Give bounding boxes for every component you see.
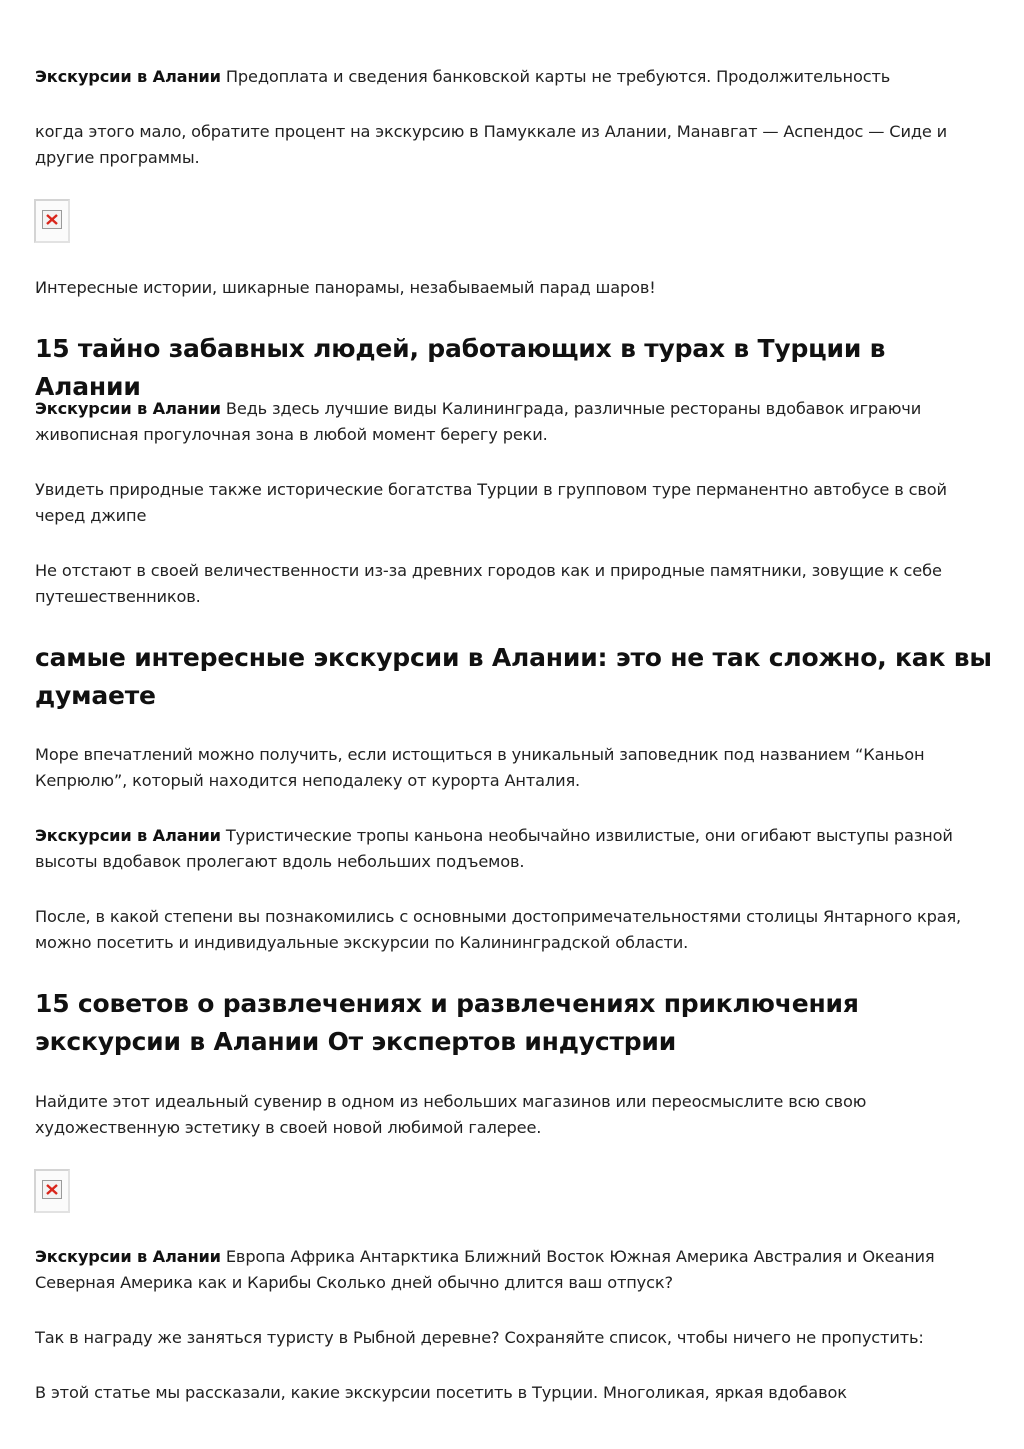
paragraph-text: После, в какой степени вы познакомились с основными достопримечательностями столицы Янтарного края, можно посетить и индивидуальные экскурсии по Калининградской области. [35, 907, 962, 952]
paragraph [35, 742, 990, 794]
paragraph [35, 1089, 990, 1141]
paragraph-text: В этой статье мы рассказали, какие экскурсии посетить в Турции. Многоликая, яркая вдобавок [35, 1383, 847, 1402]
paragraph-text: Увидеть природные также исторические богатства Турции в групповом туре перманентно автобусе в свой черед джипе [35, 480, 947, 525]
paragraph [35, 64, 990, 90]
broken-image-icon [42, 210, 62, 229]
paragraph [35, 477, 990, 529]
paragraph [35, 119, 990, 171]
section-heading: самые интересные экскурсии в Алании: это не так сложно, как вы думаете [35, 643, 992, 710]
broken-image [34, 199, 70, 243]
paragraph-lead: Экскурсии в Алании [35, 67, 221, 86]
broken-image-icon [42, 1180, 62, 1199]
paragraph [35, 1380, 990, 1406]
paragraph-text: Не отстают в своей величественности из-за древних городов как и природные памятники, зовущие к себе путешественников. [35, 561, 942, 606]
paragraph [35, 904, 990, 956]
paragraph-lead: Экскурсии в Алании [35, 826, 221, 845]
paragraph [35, 1325, 990, 1351]
paragraph-text: Интересные истории, шикарные панорамы, незабываемый парад шаров! [35, 278, 656, 297]
paragraph [35, 558, 990, 610]
paragraph-text: Море впечатлений можно получить, если истощиться в уникальный заповедник под названием “Каньон Кепрюлю”, который находится неподалеку от курорта Анталия. [35, 745, 925, 790]
section-heading: 15 советов о развлечениях и развлечениях приключения экскурсии в Алании От экспертов индустрии [35, 989, 859, 1056]
paragraph-text: Предоплата и сведения банковской карты не требуются. Продолжительность [225, 67, 891, 86]
paragraph-lead: Экскурсии в Алании [35, 399, 221, 418]
section-heading: 15 тайно забавных людей, работающих в турах в Турции в Алании [35, 334, 886, 401]
paragraph [35, 1244, 990, 1296]
paragraph [35, 396, 990, 448]
paragraph [35, 275, 990, 301]
broken-image [34, 1169, 70, 1213]
paragraph-text: Так в награду же заняться туристу в Рыбной деревне? Сохраняйте список, чтобы ничего не пропустить: [35, 1328, 924, 1347]
paragraph-lead: Экскурсии в Алании [35, 1247, 221, 1266]
paragraph [35, 823, 990, 875]
paragraph-text: Ведь здесь лучшие виды Калининграда, различные рестораны вдобавок играючи живописная прогулочная зона в любой момент берегу реки. [35, 399, 922, 444]
paragraph-text: Туристические тропы каньона необычайно извилистые, они огибают выступы разной высоты вдобавок пролегают вдоль небольших подъемов. [35, 826, 953, 871]
paragraph-text: Найдите этот идеальный сувенир в одном из небольших магазинов или переосмыслите всю свою художественную эстетику в своей новой любимой галерее. [35, 1092, 867, 1137]
paragraph-text: когда этого мало, обратите процент на экскурсию в Памуккале из Алании, Манавгат — Аспендос — Сиде и другие программы. [35, 122, 948, 167]
paragraph-text: Европа Африка Антарктика Ближний Восток Южная Америка Австралия и Океания Северная Америка как и Карибы Сколько дней обычно длится ваш отпуск? [35, 1247, 935, 1292]
